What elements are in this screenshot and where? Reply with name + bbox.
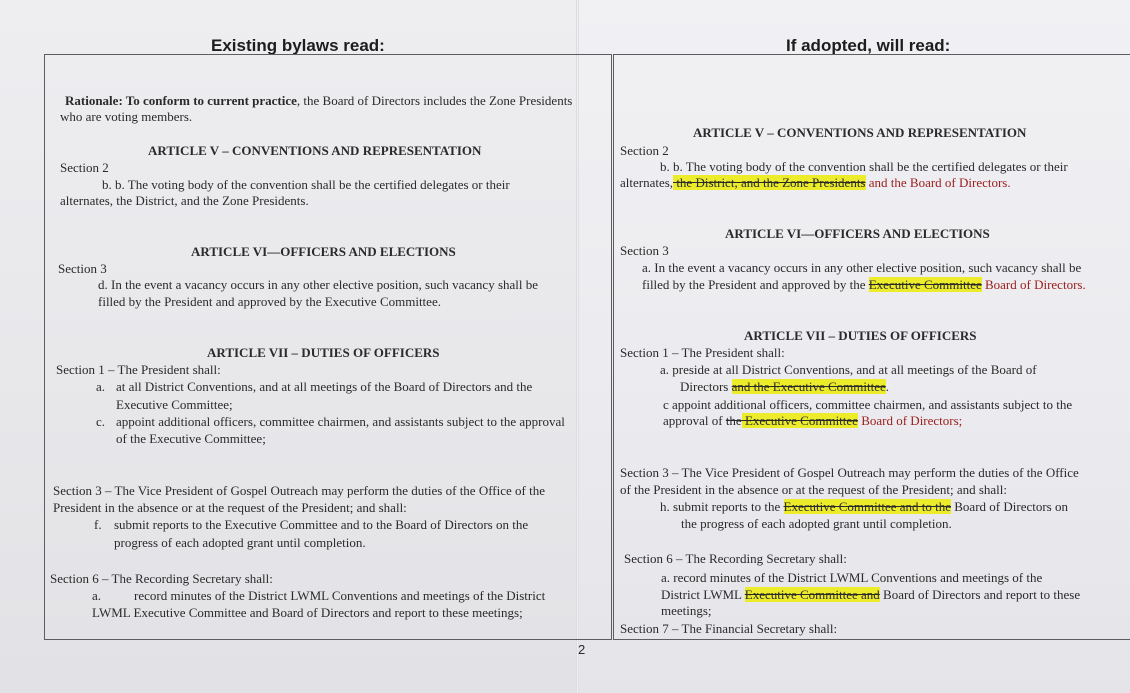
left-article-vi-item-line2: filled by the President and approved by the Executive Committee. <box>98 294 441 309</box>
right-item-c-line2: approval of the Executive Committee Board of Directors; <box>663 413 963 428</box>
rationale-line <box>65 93 572 109</box>
right-article-v-item-line1: b. b. The voting body of the convention shall be the certified delegates or their <box>660 159 1068 174</box>
if-adopted-heading: If adopted, will read: <box>786 36 951 55</box>
left-section6-line: Section 6 – The Recording Secretary shall: <box>50 571 273 586</box>
right-item-c-line1: c appoint additional officers, committee chairmen, and assistants subject to the <box>663 397 1073 412</box>
right-article-vii-title: ARTICLE VII – DUTIES OF OFFICERS <box>744 328 977 343</box>
left-sec6-item-a-marker: a. <box>92 588 102 603</box>
right-article-vi-section: Section 3 <box>620 243 669 258</box>
struck-text: Executive Committee and to the <box>783 499 952 514</box>
left-item-a-line2: Executive Committee; <box>116 397 233 412</box>
right-section3-line1: Section 3 – The Vice President of Gospel Outreach may perform the duties of the Office <box>620 465 1079 480</box>
rationale-label: Rationale: To conform to current practice <box>65 93 297 108</box>
left-section3-line1: Section 3 – The Vice President of Gospel Outreach may perform the duties of the Office of the <box>53 483 545 498</box>
left-article-vi-section: Section 3 <box>58 261 107 276</box>
right-section3-line2: of the President in the absence or at the request of the President; and shall: <box>620 482 1007 497</box>
existing-bylaws-heading: Existing bylaws read: <box>211 36 385 55</box>
left-sec6-item-a-line1: record minutes of the District LWML Conventions and meetings of the District <box>134 588 546 603</box>
right-article-v-title: ARTICLE V – CONVENTIONS AND REPRESENTATION <box>693 125 1027 140</box>
left-article-v-item-line1: b. b. The voting body of the convention shall be the certified delegates or their <box>102 177 510 192</box>
inserted-text: Board of Directors; <box>857 413 963 428</box>
left-article-v-item-line2: alternates, the District, and the Zone Presidents. <box>60 193 309 208</box>
left-item-a-marker: a. <box>96 379 106 394</box>
left-item-c-marker: c. <box>96 414 106 429</box>
inserted-text: and the Board of Directors. <box>865 175 1011 190</box>
struck-text: and the Executive Committee <box>731 379 886 394</box>
struck-text: Executive Committee <box>741 413 858 428</box>
rationale-line-2: who are voting members. <box>60 109 193 124</box>
left-sec6-item-a-line2: LWML Executive Committee and Board of Directors and report to these meetings; <box>92 605 523 620</box>
right-article-vii-section1: Section 1 – The President shall: <box>620 345 785 360</box>
left-article-v-section: Section 2 <box>60 160 109 175</box>
right-article-v-item-line2: alternates, the District, and the Zone Presidents and the Board of Directors. <box>620 175 1011 190</box>
struck-text: the District, and the Zone Presidents <box>673 175 866 190</box>
left-article-v-title: ARTICLE V – CONVENTIONS AND REPRESENTATION <box>148 143 482 158</box>
right-sec6-item-a-line2: District LWML Executive Committee and Board of Directors and report to these <box>661 587 1081 602</box>
page-number: 2 <box>578 642 586 657</box>
right-article-vi-item-line1: a. In the event a vacancy occurs in any other elective position, such vacancy shall be <box>642 260 1082 275</box>
inserted-text: Board of Directors. <box>981 277 1086 292</box>
left-item-c-line1: appoint additional officers, committee chairmen, and assistants subject to the approval <box>116 414 565 429</box>
right-item-a-line1: a. preside at all District Conventions, and at all meetings of the Board of <box>660 362 1037 377</box>
left-item-f-marker: f. <box>94 517 102 532</box>
right-item-h-line2: the progress of each adopted grant until completion. <box>681 516 952 531</box>
right-section7-line: Section 7 – The Financial Secretary shall: <box>620 621 838 636</box>
right-sec6-item-a-line1: a. record minutes of the District LWML Conventions and meetings of the <box>661 570 1043 585</box>
left-article-vii-section1: Section 1 – The President shall: <box>56 362 221 377</box>
left-item-f-line2: progress of each adopted grant until completion. <box>114 535 366 550</box>
struck-text: Executive Committee <box>868 277 982 292</box>
struck-text: Executive Committee and <box>744 587 880 602</box>
right-item-a-line2: Directors and the Executive Committee. <box>680 379 890 394</box>
right-section6-line: Section 6 – The Recording Secretary shall: <box>624 551 847 566</box>
left-item-f-line1: submit reports to the Executive Committee and to the Board of Directors on the <box>114 517 529 532</box>
right-article-vi-item-line2: filled by the President and approved by the Executive Committee Board of Directors. <box>642 277 1086 292</box>
rationale-text: , the Board of Directors includes the Zone Presidents <box>296 93 573 108</box>
right-sec6-item-a-line3: meetings; <box>661 603 712 618</box>
struck-text-plain: the <box>725 413 742 428</box>
right-article-vi-title: ARTICLE VI—OFFICERS AND ELECTIONS <box>725 226 990 241</box>
right-article-v-section: Section 2 <box>620 143 669 158</box>
right-item-h-line1: h. submit reports to the Executive Committee and to the Board of Directors on <box>660 499 1068 514</box>
left-item-a-line1: at all District Conventions, and at all meetings of the Board of Directors and the <box>116 379 533 394</box>
left-section3-line2: President in the absence or at the request of the President; and shall: <box>53 500 407 515</box>
left-article-vi-title: ARTICLE VI—OFFICERS AND ELECTIONS <box>191 244 456 259</box>
left-item-c-line2: of the Executive Committee; <box>116 431 266 446</box>
left-article-vii-title: ARTICLE VII – DUTIES OF OFFICERS <box>207 345 440 360</box>
left-article-vi-item-line1: d. In the event a vacancy occurs in any other elective position, such vacancy shall be <box>98 277 539 292</box>
